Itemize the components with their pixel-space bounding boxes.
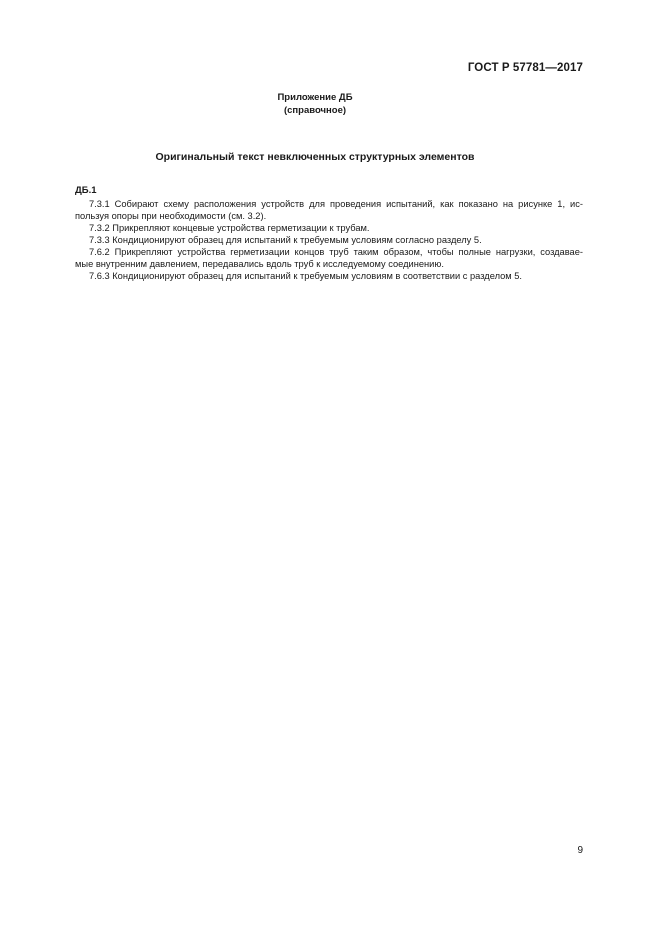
annex-title-block (0, 92, 630, 117)
paragraph-line: 7.6.3 Кондиционируют образец для испытаний к требуемым условиям в соответствии с разделом 5. (89, 271, 522, 281)
document-number: ГОСТ Р 57781—2017 (467, 62, 583, 74)
paragraph-7-6-3 (75, 270, 583, 282)
paragraph-line: пользуя опоры при необходимости (см. 3.2). (75, 211, 267, 221)
paragraph-7-3-2 (75, 222, 583, 234)
page-number: 9 (577, 845, 583, 856)
paragraph-line: 7.3.3 Кондиционируют образец для испытаний к требуемым условиям согласно разделу 5. (89, 235, 482, 245)
paragraph-line: 7.3.2 Прикрепляют концевые устройства герметизации к трубам. (89, 223, 370, 233)
paragraph-line: 7.6.2 Прикрепляют устройства герметизации концов труб таким образом, чтобы полные нагрузки, создавае- (89, 247, 583, 257)
paragraph-line: мые внутренним давлением, передавались вдоль труб к исследуемому соединению. (75, 259, 444, 269)
paragraph-7-3-3 (75, 234, 583, 246)
section-heading: Оригинальный текст невключенных структурных элементов (155, 151, 475, 163)
paragraph-line: 7.3.1 Собирают схему расположения устройств для проведения испытаний, как показано на рисунке 1, ис- (89, 199, 583, 209)
annex-title: Приложение ДБ (277, 92, 353, 103)
subsection-label: ДБ.1 (75, 185, 97, 196)
paragraph-7-6-2 (75, 246, 583, 270)
body-text (75, 198, 583, 282)
annex-subtitle: (справочное) (283, 104, 347, 116)
paragraph-7-3-1 (75, 198, 583, 222)
